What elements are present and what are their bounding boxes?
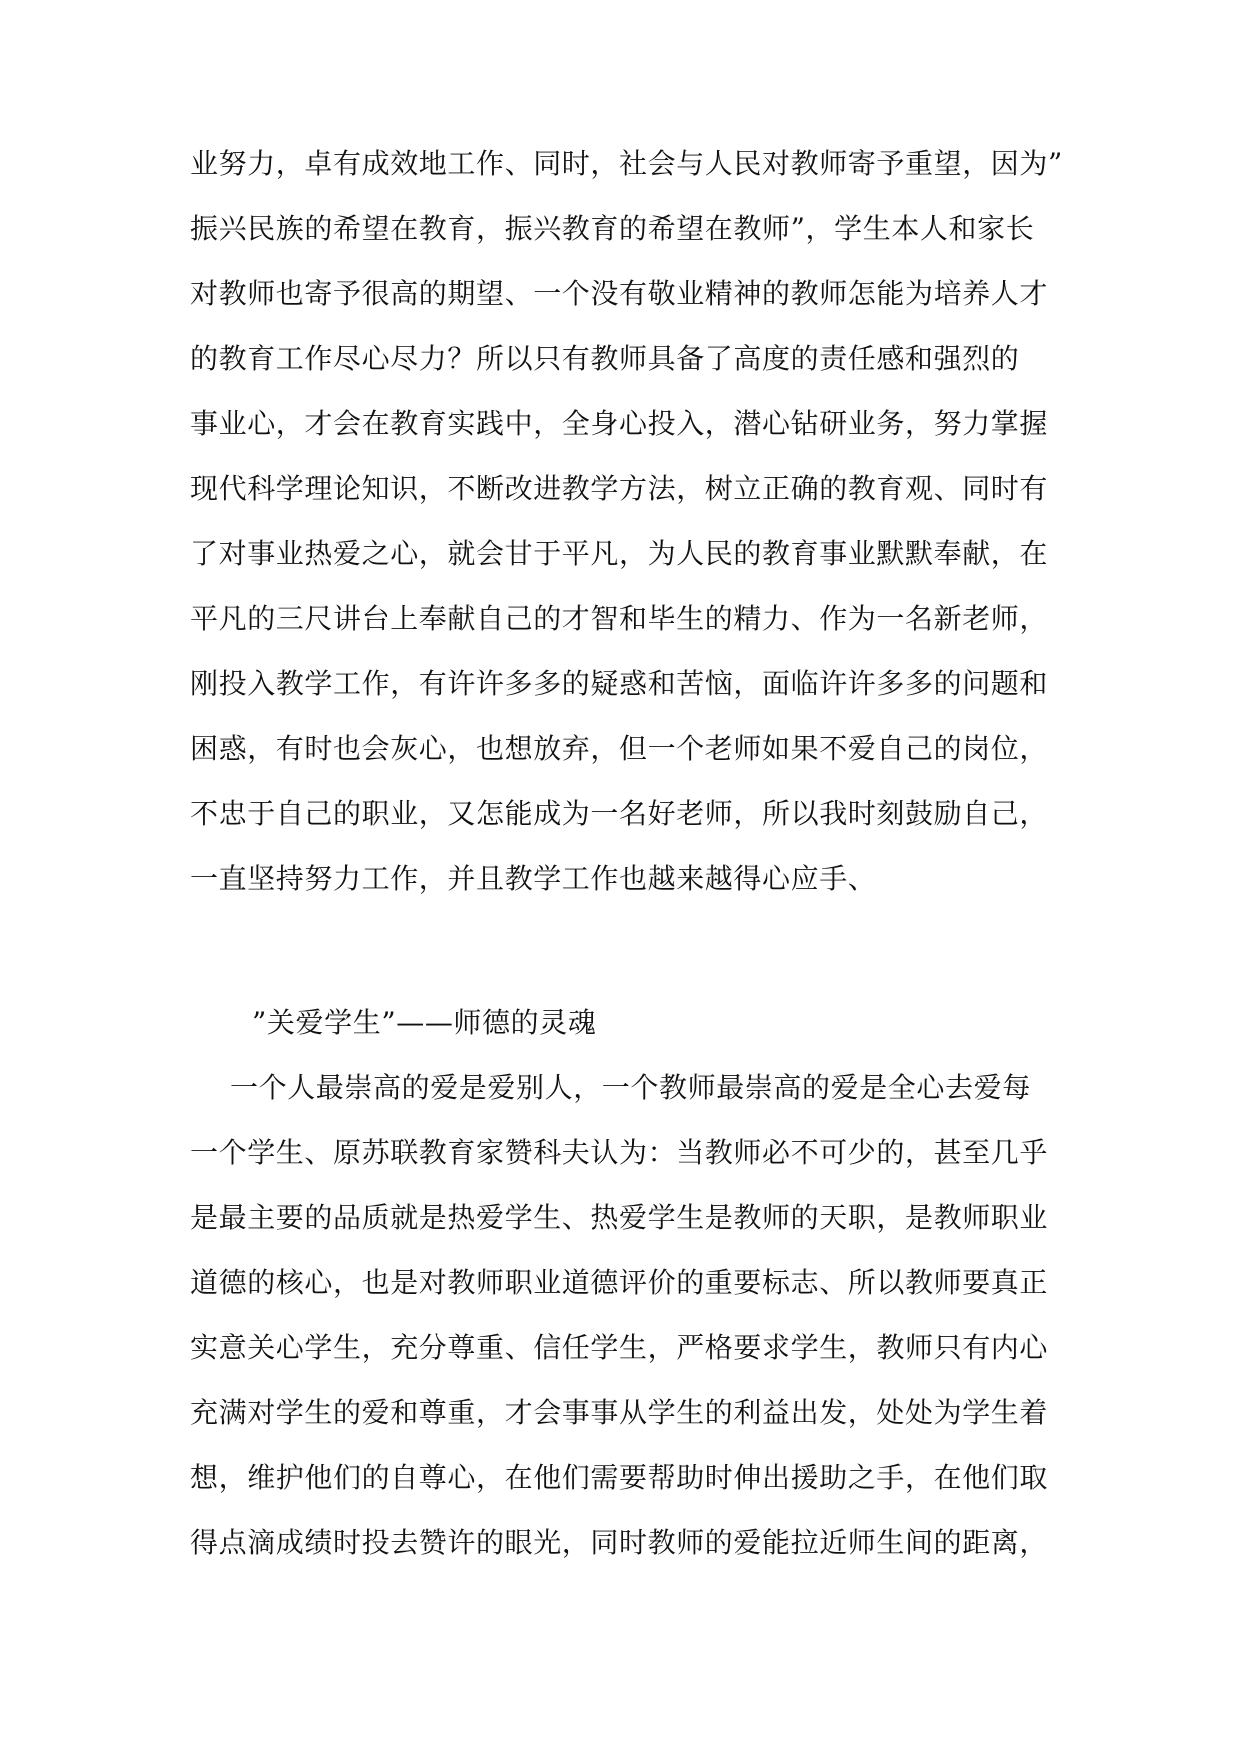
paragraph-1-line-12: 一直坚持努力工作，并且教学工作也越来越得心应手、	[190, 862, 877, 895]
paragraph-2-line-1: 一个人最崇高的爱是爱别人，一个教师最崇高的爱是全心去爱每	[230, 1071, 1031, 1104]
paragraph-1-line-2: 振兴民族的希望在教育，振兴教育的希望在教师”，学生本人和家长	[190, 212, 1035, 245]
paragraph-1-line-4: 的教育工作尽心尽力？所以只有教师具备了高度的责任感和强烈的	[190, 342, 1020, 375]
paragraph-2-line-5: 实意关心学生，充分尊重、信任学生，严格要求学生，教师只有内心	[190, 1331, 1049, 1364]
paragraph-1-line-8: 平凡的三尺讲台上奉献自己的才智和毕生的精力、作为一名新老师，	[190, 602, 1049, 635]
paragraph-2-line-7: 想，维护他们的自尊心，在他们需要帮助时伸出援助之手，在他们取	[190, 1461, 1049, 1494]
paragraph-1-line-3: 对教师也寄予很高的期望、一个没有敬业精神的教师怎能为培养人才	[190, 277, 1049, 310]
paragraph-1-line-5: 事业心，才会在教育实践中，全身心投入，潜心钻研业务，努力掌握	[190, 407, 1049, 440]
paragraph-2-line-2: 一个学生、原苏联教育家赞科夫认为：当教师必不可少的，甚至几乎	[190, 1136, 1049, 1169]
paragraph-2-line-4: 道德的核心，也是对教师职业道德评价的重要标志、所以教师要真正	[190, 1266, 1049, 1299]
paragraph-2-line-6: 充满对学生的爱和尊重，才会事事从学生的利益出发，处处为学生着	[190, 1396, 1049, 1429]
paragraph-2-line-3: 是最主要的品质就是热爱学生、热爱学生是教师的天职，是教师职业	[190, 1201, 1049, 1234]
paragraph-1-line-10: 困惑，有时也会灰心，也想放弃，但一个老师如果不爱自己的岗位，	[190, 732, 1049, 765]
paragraph-2-line-8: 得点滴成绩时投去赞许的眼光，同时教师的爱能拉近师生间的距离，	[190, 1526, 1049, 1559]
paragraph-1-line-7: 了对事业热爱之心，就会甘于平凡，为人民的教育事业默默奉献，在	[190, 537, 1049, 570]
paragraph-1-line-6: 现代科学理论知识，不断改进教学方法，树立正确的教育观、同时有	[190, 472, 1049, 505]
paragraph-1-line-9: 刚投入教学工作，有许许多多的疑惑和苦恼，面临许许多多的问题和	[190, 667, 1049, 700]
paragraph-1-line-1: 业努力，卓有成效地工作、同时，社会与人民对教师寄予重望，因为”	[190, 147, 1063, 180]
paragraph-1-line-11: 不忠于自己的职业，又怎能成为一名好老师，所以我时刻鼓励自己，	[190, 797, 1049, 830]
section-heading: ”关爱学生”——师德的灵魂	[252, 1006, 597, 1039]
